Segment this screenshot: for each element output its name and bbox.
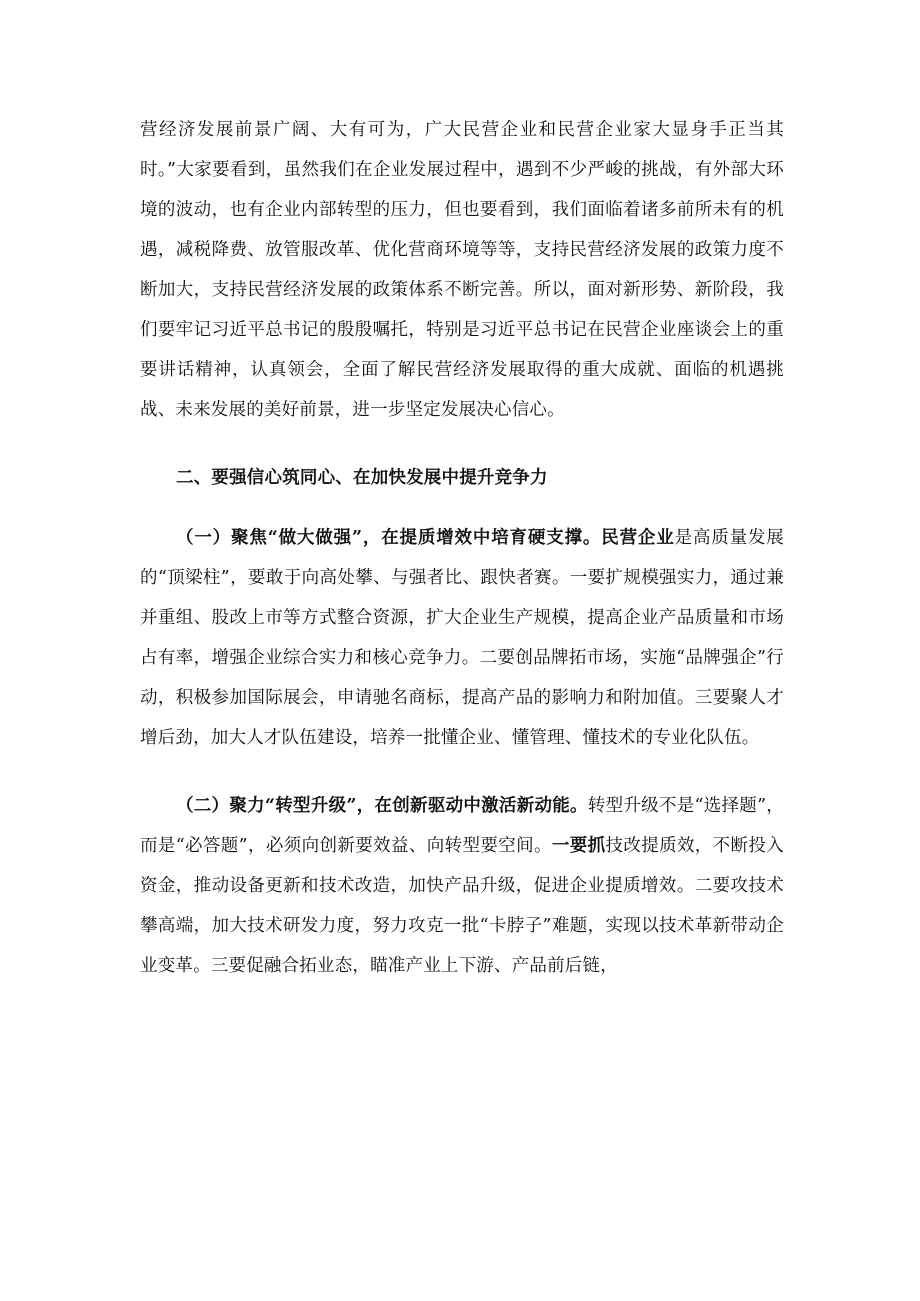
document-page [140,110,784,986]
paragraph-1-2-body-b: 技改提质效，不断投入资金，推动设备更新和技术改造，加快产品升级，促进企业提质增效。二要攻技术攀高端，加大技术研发力度，努力攻克一批“卡脖子”难题，实现以技术革新带动企业变革。三要促融合拓业态，瞄准产业上下游、产品前后链， [140,836,784,976]
paragraph-1-1 [140,518,784,758]
spacer [140,498,784,518]
paragraph-1-1-lead: （一）聚焦“做大做强”，在提质增效中培育硬支撑。民营企业 [176,528,675,548]
paragraph-1-2 [140,786,784,986]
section-heading-2: 二、要强信心筑同心、在加快发展中提升竞争力 [176,468,548,488]
paragraph-intro: 营经济发展前景广阔、大有可为，广大民营企业和民营企业家大显身手正当其时。”大家要看到，虽然我们在企业发展过程中，遇到不少严峻的挑战，有外部大环境的波动，也有企业内部转型的压力，但也要看到，我们面临着诸多前所未有的机遇，减税降费、放管服改革、优化营商环境等等，支持民营经济发展的政策力度不断加大，支持民营经济发展的政策体系不断完善。所以，面对新形势、新阶段，我们要牢记习近平总书记的殷殷嘱托，特别是习近平总书记在民营企业座谈会上的重要讲话精神，认真领会，全面了解民营经济发展取得的重大成就、面临的机遇挑战、未来发展的美好前景，进一步坚定发展决心信心。 [140,120,784,420]
paragraph-1-2-lead: （二）聚力“转型升级”，在创新驱动中激活新动能。 [176,796,588,816]
spacer [140,758,784,786]
paragraph-1-2-body-a: 转型升级不是“选择题”，而是“必答题”，必须向创新要效益、向转型要空间。 [140,796,784,856]
spacer [140,430,784,458]
paragraph-1-2-lead-b: 一要抓 [551,836,606,856]
paragraph-1-1-body: 是高质量发展的“顶梁柱”，要敢于向高处攀、与强者比、跟快者赛。一要扩规模强实力，通过兼并重组、股改上市等方式整合资源，扩大企业生产规模，提高企业产品质量和市场占有率，增强企业综合实力和核心竞争力。二要创品牌拓市场，实施“品牌强企”行动，积极参加国际展会，申请驰名商标，提高产品的影响力和附加值。三要聚人才增后劲，加大人才队伍建设，培养一批懂企业、懂管理、懂技术的专业化队伍。 [140,528,785,748]
